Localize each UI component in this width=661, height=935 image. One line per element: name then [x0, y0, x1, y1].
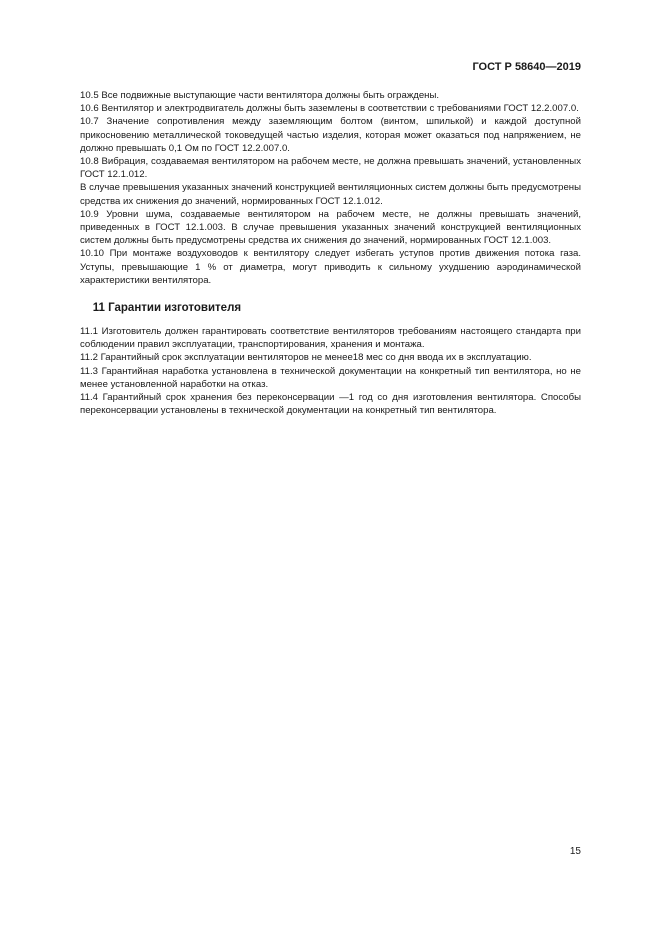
paragraph-10-5: 10.5 Все подвижные выступающие части вентилятора должны быть ограждены. [80, 90, 440, 101]
paragraph-10-6: 10.6 Вентилятор и электродвигатель должны быть заземлены в соответствии с требованиями ГОСТ 12.2.007.0. [80, 103, 579, 115]
paragraph-11-2: 11.2 Гарантийный срок эксплуатации вентиляторов не менее18 мес со дня ввода их в эксплуатацию. [80, 352, 532, 364]
paragraph-10-7: 10.7 Значение сопротивления между заземляющим болтом (винтом, шпилькой) и каждой доступной прикосновению металлической токоведущей частью изделия, которая может оказаться под напряжением, не должно превышать 0,1 Ом по ГОСТ 12.2.007.0. [80, 116, 581, 154]
paragraph-11-4: 11.4 Гарантийный срок хранения без переконсервации —1 год со дня изготовления вентилятора. Способы переконсервации установлены в технической документации на конкретный тип вентилятора. [80, 392, 581, 417]
section-11-title: 11 Гарантии изготовителя [80, 302, 242, 315]
document-body [80, 89, 581, 417]
paragraph-11-1: 11.1 Изготовитель должен гарантировать соответствие вентиляторов требованиям настоящего стандарта при соблюдении правил эксплуатации, транспортирования, хранения и монтажа. [80, 326, 581, 351]
paragraph-10-8-note: В случае превышения указанных значений конструкцией вентиляционных систем должны быть предусмотрены средства их снижения до значений, нормированных ГОСТ 12.1.012. [80, 182, 581, 207]
paragraph-11-3: 11.3 Гарантийная наработка установлена в технической документации на конкретный тип вентилятора, но не менее установленной наработки на отказ. [80, 365, 581, 390]
paragraph-10-9: 10.9 Уровни шума, создаваемые вентилятором на рабочем месте, не должны превышать значений, приведенных в ГОСТ 12.1.003. В случае превышения указанных значений конструкцией вентиляционных систем должны быть предусмотрены средства их снижения до значений, нормированных ГОСТ 12.1.003. [80, 208, 581, 247]
page-number: 15 [569, 846, 581, 857]
document-code: ГОСТ Р 58640—2019 [472, 61, 581, 73]
paragraph-10-10: 10.10 При монтаже воздуховодов к вентилятору следует избегать уступов против движения потока газа. Уступы, превышающие 1 % от диаметра, могут приводить к сильному ухудшению аэродинамической характеристики вентилятора. [80, 248, 581, 286]
paragraph-10-8: 10.8 Вибрация, создаваемая вентилятором на рабочем месте, не должна превышать значений, установленных ГОСТ 12.1.012. [80, 156, 581, 181]
